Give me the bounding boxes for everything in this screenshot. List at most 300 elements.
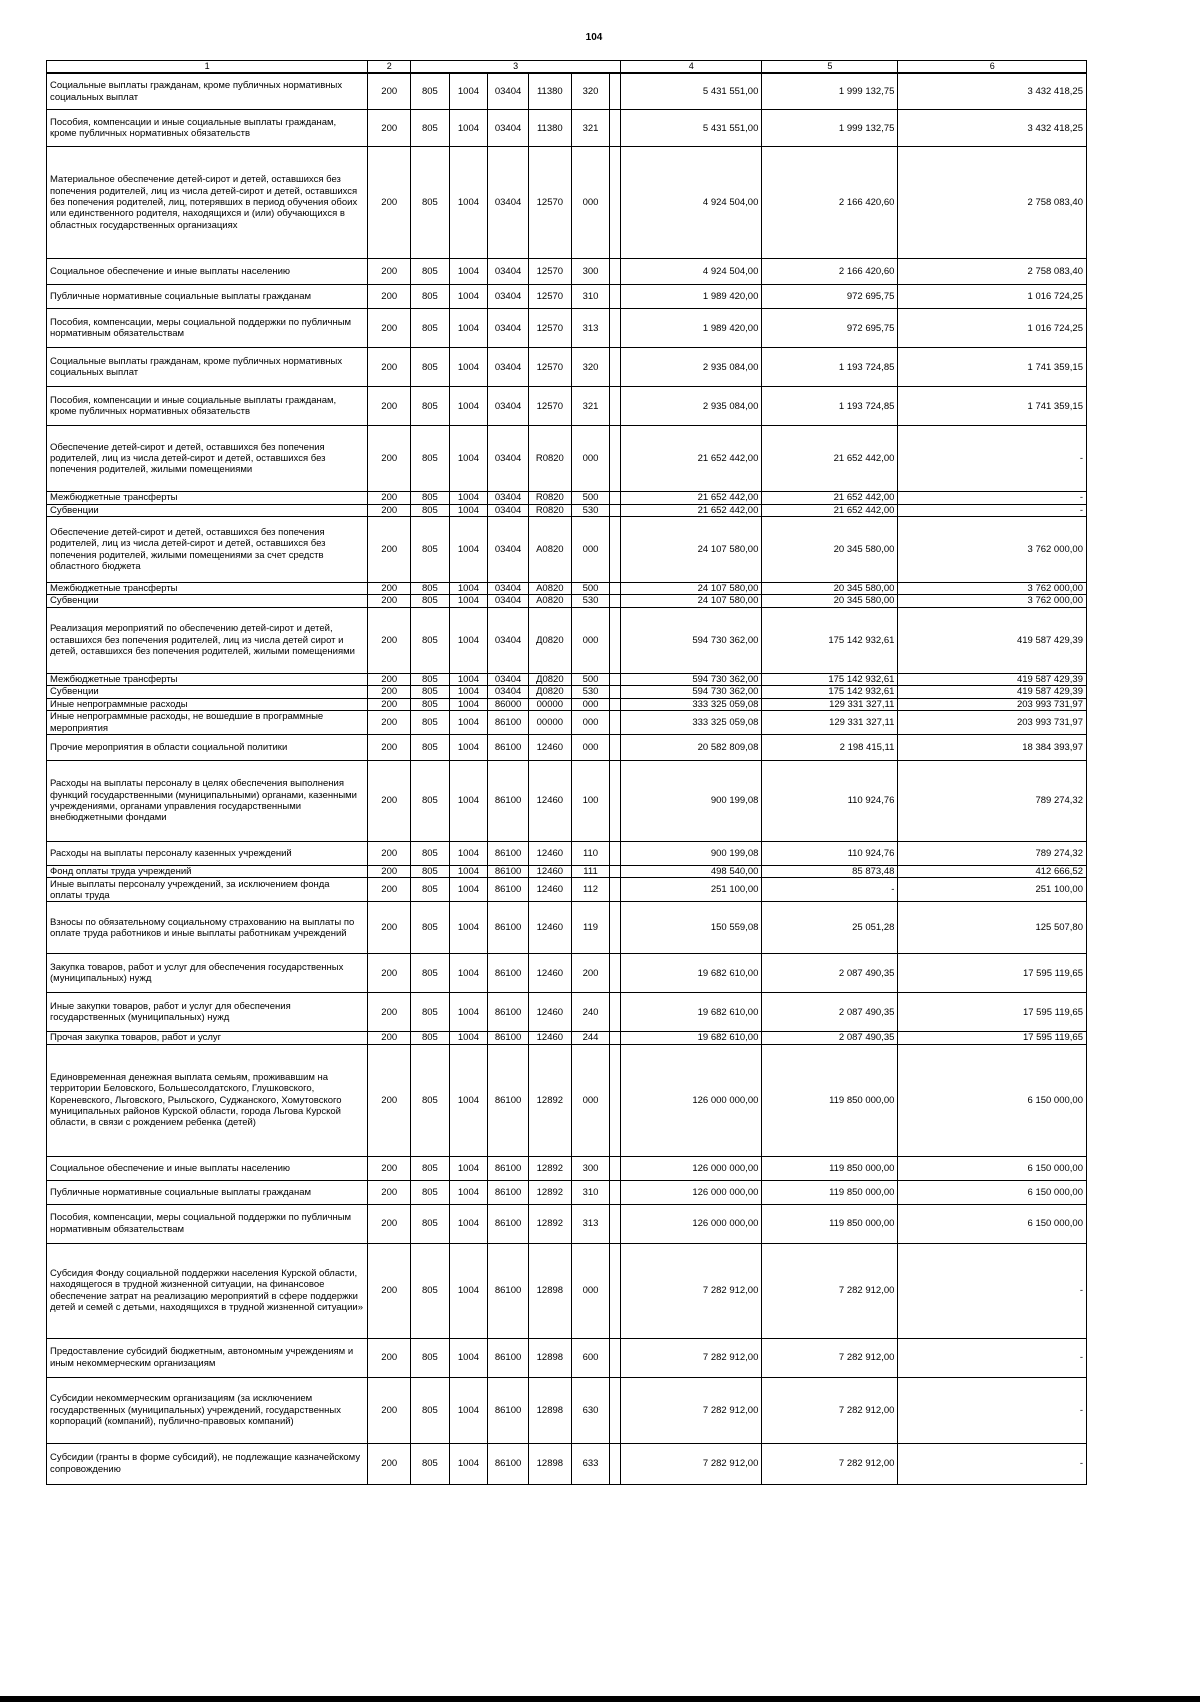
row-code-1: 200: [368, 504, 411, 516]
row-description: Публичные нормативные социальные выплаты гражданам: [47, 1180, 368, 1204]
table-row: [47, 686, 1087, 698]
row-value-4: 7 282 912,00: [621, 1243, 762, 1338]
row-code-1: 200: [368, 878, 411, 902]
row-value-6: 1 741 359,15: [898, 348, 1087, 387]
row-code-4: 86100: [488, 954, 529, 993]
row-code-2: 805: [411, 1377, 450, 1443]
row-value-6: 17 595 119,65: [898, 993, 1087, 1032]
row-code-2: 805: [411, 686, 450, 698]
row-spacer: [610, 761, 621, 842]
row-code-4: 03404: [488, 147, 529, 259]
row-spacer: [610, 147, 621, 259]
row-value-4: 594 730 362,00: [621, 686, 762, 698]
row-code-5: 12460: [528, 878, 571, 902]
row-description: Фонд оплаты труда учреждений: [47, 866, 368, 878]
row-value-5: 175 142 932,61: [762, 607, 898, 673]
row-spacer: [610, 866, 621, 878]
row-code-1: 200: [368, 686, 411, 698]
row-code-5: 12460: [528, 1032, 571, 1044]
row-value-4: 24 107 580,00: [621, 517, 762, 583]
row-value-5: 1 193 724,85: [762, 387, 898, 426]
table-row: [47, 698, 1087, 710]
row-code-1: 200: [368, 711, 411, 735]
row-code-3: 1004: [449, 735, 488, 761]
row-code-6: 321: [571, 110, 610, 147]
table-row: [47, 711, 1087, 735]
row-code-4: 86100: [488, 1180, 529, 1204]
row-code-4: 86100: [488, 735, 529, 761]
row-code-2: 805: [411, 1032, 450, 1044]
table-row: [47, 1044, 1087, 1156]
row-code-4: 86100: [488, 1156, 529, 1180]
table-row: [47, 878, 1087, 902]
row-value-6: 3 432 418,25: [898, 73, 1087, 110]
row-code-4: 86100: [488, 711, 529, 735]
row-code-5: 12460: [528, 993, 571, 1032]
row-value-6: -: [898, 1243, 1087, 1338]
row-code-6: 240: [571, 993, 610, 1032]
row-code-4: 03404: [488, 387, 529, 426]
table-row: [47, 1204, 1087, 1243]
row-value-5: 129 331 327,11: [762, 711, 898, 735]
row-code-2: 805: [411, 387, 450, 426]
row-code-1: 200: [368, 309, 411, 348]
row-code-3: 1004: [449, 1180, 488, 1204]
row-code-1: 200: [368, 698, 411, 710]
row-description: Предоставление субсидий бюджетным, автономным учреждениям и иным некоммерческим организациям: [47, 1338, 368, 1377]
row-description: Пособия, компенсации и иные социальные выплаты гражданам, кроме публичных нормативных обязательств: [47, 110, 368, 147]
row-code-3: 1004: [449, 1204, 488, 1243]
row-spacer: [610, 1204, 621, 1243]
table-row: [47, 517, 1087, 583]
row-code-3: 1004: [449, 711, 488, 735]
row-code-5: 12570: [528, 259, 571, 285]
table-body: [47, 73, 1087, 1485]
row-spacer: [610, 583, 621, 595]
row-code-3: 1004: [449, 1338, 488, 1377]
row-code-2: 805: [411, 761, 450, 842]
row-value-4: 126 000 000,00: [621, 1180, 762, 1204]
row-code-4: 03404: [488, 607, 529, 673]
row-description: Иные закупки товаров, работ и услуг для обеспечения государственных (муниципальных) нужд: [47, 993, 368, 1032]
row-spacer: [610, 735, 621, 761]
scan-edge: [0, 1696, 1200, 1702]
row-value-6: 3 762 000,00: [898, 517, 1087, 583]
row-code-2: 805: [411, 607, 450, 673]
table-row: [47, 1338, 1087, 1377]
row-code-6: 600: [571, 1338, 610, 1377]
row-code-2: 805: [411, 517, 450, 583]
row-code-5: 12570: [528, 309, 571, 348]
row-value-5: 2 087 490,35: [762, 993, 898, 1032]
row-value-4: 1 989 420,00: [621, 285, 762, 309]
table-row: [47, 147, 1087, 259]
row-description: Субвенции: [47, 504, 368, 516]
row-code-1: 200: [368, 842, 411, 866]
row-spacer: [610, 698, 621, 710]
row-code-1: 200: [368, 110, 411, 147]
row-value-5: 2 198 415,11: [762, 735, 898, 761]
row-code-4: 86000: [488, 698, 529, 710]
row-value-6: 2 758 083,40: [898, 259, 1087, 285]
row-value-5: 7 282 912,00: [762, 1338, 898, 1377]
row-code-4: 86100: [488, 878, 529, 902]
table-row: [47, 504, 1087, 516]
row-spacer: [610, 426, 621, 492]
row-code-1: 200: [368, 387, 411, 426]
row-value-4: 126 000 000,00: [621, 1156, 762, 1180]
budget-table: [46, 60, 1087, 1485]
row-code-1: 200: [368, 761, 411, 842]
row-code-3: 1004: [449, 1032, 488, 1044]
row-spacer: [610, 1243, 621, 1338]
row-code-3: 1004: [449, 673, 488, 685]
row-code-5: 11380: [528, 73, 571, 110]
row-code-5: 12460: [528, 842, 571, 866]
row-value-6: 789 274,32: [898, 842, 1087, 866]
row-code-3: 1004: [449, 1044, 488, 1156]
row-code-2: 805: [411, 1044, 450, 1156]
row-value-4: 498 540,00: [621, 866, 762, 878]
row-value-5: 1 193 724,85: [762, 348, 898, 387]
row-value-4: 126 000 000,00: [621, 1204, 762, 1243]
row-code-6: 310: [571, 285, 610, 309]
row-code-6: 530: [571, 504, 610, 516]
row-code-2: 805: [411, 735, 450, 761]
row-value-6: 1 741 359,15: [898, 387, 1087, 426]
row-code-3: 1004: [449, 387, 488, 426]
row-code-2: 805: [411, 1156, 450, 1180]
row-description: Иные непрограммные расходы, не вошедшие в программные мероприятия: [47, 711, 368, 735]
row-code-3: 1004: [449, 517, 488, 583]
table-row: [47, 387, 1087, 426]
row-description: Субвенции: [47, 686, 368, 698]
row-spacer: [610, 285, 621, 309]
row-code-3: 1004: [449, 110, 488, 147]
row-code-4: 86100: [488, 902, 529, 954]
row-code-1: 200: [368, 1156, 411, 1180]
row-description: Публичные нормативные социальные выплаты гражданам: [47, 285, 368, 309]
row-code-5: Д0820: [528, 686, 571, 698]
row-code-1: 200: [368, 285, 411, 309]
row-code-6: 200: [571, 954, 610, 993]
row-value-6: -: [898, 1443, 1087, 1484]
row-value-4: 126 000 000,00: [621, 1044, 762, 1156]
header-col-3: 3: [411, 61, 621, 73]
row-code-2: 805: [411, 1443, 450, 1484]
row-value-4: 21 652 442,00: [621, 492, 762, 504]
row-value-4: 21 652 442,00: [621, 426, 762, 492]
row-code-2: 805: [411, 348, 450, 387]
row-code-6: 320: [571, 73, 610, 110]
row-code-5: 12570: [528, 147, 571, 259]
row-value-5: 110 924,76: [762, 761, 898, 842]
row-description: Обеспечение детей-сирот и детей, оставшихся без попечения родителей, лиц из числа детей-сирот и детей, оставшихся без попечения родителей, жилыми помещениями: [47, 426, 368, 492]
row-value-4: 7 282 912,00: [621, 1443, 762, 1484]
row-code-6: 321: [571, 387, 610, 426]
table-row: [47, 842, 1087, 866]
row-value-5: 175 142 932,61: [762, 673, 898, 685]
row-code-2: 805: [411, 954, 450, 993]
row-code-2: 805: [411, 711, 450, 735]
row-code-5: R0820: [528, 504, 571, 516]
row-value-5: 972 695,75: [762, 309, 898, 348]
row-value-4: 2 935 084,00: [621, 348, 762, 387]
row-spacer: [610, 1032, 621, 1044]
row-code-4: 03404: [488, 285, 529, 309]
row-description: Субсидия Фонду социальной поддержки населения Курской области, находящегося в трудной жизненной ситуации, на финансовое обеспечение затрат на реализацию мероприятий в сфере поддержки детей и семей с детьми, находящихся в трудной жизненной ситуации»: [47, 1243, 368, 1338]
row-value-5: 119 850 000,00: [762, 1156, 898, 1180]
table-row: [47, 607, 1087, 673]
row-code-5: 12898: [528, 1243, 571, 1338]
row-code-3: 1004: [449, 348, 488, 387]
row-description: Социальные выплаты гражданам, кроме публичных нормативных социальных выплат: [47, 348, 368, 387]
row-value-6: 18 384 393,97: [898, 735, 1087, 761]
row-value-5: 119 850 000,00: [762, 1180, 898, 1204]
row-value-4: 2 935 084,00: [621, 387, 762, 426]
row-code-4: 03404: [488, 348, 529, 387]
row-spacer: [610, 1377, 621, 1443]
row-value-6: 412 666,52: [898, 866, 1087, 878]
row-code-1: 200: [368, 517, 411, 583]
row-code-5: 12898: [528, 1377, 571, 1443]
row-value-6: 419 587 429,39: [898, 673, 1087, 685]
row-code-2: 805: [411, 1180, 450, 1204]
row-code-2: 805: [411, 866, 450, 878]
row-value-6: 1 016 724,25: [898, 285, 1087, 309]
row-code-5: А0820: [528, 517, 571, 583]
table-row: [47, 1243, 1087, 1338]
table-row: [47, 866, 1087, 878]
table-row: [47, 673, 1087, 685]
row-code-2: 805: [411, 504, 450, 516]
row-code-3: 1004: [449, 504, 488, 516]
row-code-2: 805: [411, 147, 450, 259]
row-code-5: 12892: [528, 1180, 571, 1204]
row-code-3: 1004: [449, 595, 488, 607]
row-spacer: [610, 954, 621, 993]
row-code-1: 200: [368, 147, 411, 259]
row-code-1: 200: [368, 954, 411, 993]
row-value-4: 24 107 580,00: [621, 595, 762, 607]
row-value-6: 3 432 418,25: [898, 110, 1087, 147]
header-col-2: 2: [368, 61, 411, 73]
row-code-2: 805: [411, 842, 450, 866]
row-code-4: 03404: [488, 686, 529, 698]
row-value-5: 1 999 132,75: [762, 73, 898, 110]
row-code-2: 805: [411, 110, 450, 147]
row-code-3: 1004: [449, 878, 488, 902]
row-description: Социальное обеспечение и иные выплаты населению: [47, 259, 368, 285]
row-value-4: 900 199,08: [621, 842, 762, 866]
row-code-1: 200: [368, 1204, 411, 1243]
row-value-6: 419 587 429,39: [898, 686, 1087, 698]
row-code-2: 805: [411, 583, 450, 595]
row-code-6: 112: [571, 878, 610, 902]
row-value-6: 125 507,80: [898, 902, 1087, 954]
row-code-3: 1004: [449, 1243, 488, 1338]
header-col-1: 1: [47, 61, 368, 73]
row-value-6: 251 100,00: [898, 878, 1087, 902]
row-description: Единовременная денежная выплата семьям, проживавшим на территории Беловского, Большесолдатского, Глушковского, Кореневского, Льговского, Рыльского, Суджанского, Хомутовского муниципальных районов Курской области, города Льгова Курской области, в связи с рождением ребенка (детей): [47, 1044, 368, 1156]
row-description: Реализация мероприятий по обеспечению детей-сирот и детей, оставшихся без попечения родителей, лиц из числа детей сирот и детей, оставшихся без попечения родителей, жилыми помещениями: [47, 607, 368, 673]
row-code-4: 03404: [488, 595, 529, 607]
row-code-2: 805: [411, 426, 450, 492]
row-value-4: 7 282 912,00: [621, 1338, 762, 1377]
row-spacer: [610, 259, 621, 285]
row-code-3: 1004: [449, 1377, 488, 1443]
row-value-5: 175 142 932,61: [762, 686, 898, 698]
row-code-6: 000: [571, 735, 610, 761]
row-code-1: 200: [368, 583, 411, 595]
row-code-4: 86100: [488, 1338, 529, 1377]
row-code-4: 03404: [488, 673, 529, 685]
row-value-5: 25 051,28: [762, 902, 898, 954]
row-code-5: Д0820: [528, 673, 571, 685]
row-code-6: 000: [571, 607, 610, 673]
row-code-2: 805: [411, 993, 450, 1032]
row-value-4: 19 682 610,00: [621, 993, 762, 1032]
row-code-6: 244: [571, 1032, 610, 1044]
row-value-4: 150 559,08: [621, 902, 762, 954]
row-description: Социальные выплаты гражданам, кроме публичных нормативных социальных выплат: [47, 73, 368, 110]
row-value-5: 119 850 000,00: [762, 1204, 898, 1243]
table-row: [47, 348, 1087, 387]
row-code-1: 200: [368, 607, 411, 673]
row-code-3: 1004: [449, 309, 488, 348]
row-spacer: [610, 878, 621, 902]
row-spacer: [610, 1044, 621, 1156]
row-value-5: 119 850 000,00: [762, 1044, 898, 1156]
row-value-6: -: [898, 504, 1087, 516]
row-description: Субвенции: [47, 595, 368, 607]
row-value-5: 21 652 442,00: [762, 504, 898, 516]
table-row: [47, 761, 1087, 842]
row-code-2: 805: [411, 595, 450, 607]
row-code-2: 805: [411, 902, 450, 954]
row-code-1: 200: [368, 866, 411, 878]
row-value-6: 6 150 000,00: [898, 1156, 1087, 1180]
row-code-3: 1004: [449, 73, 488, 110]
row-code-1: 200: [368, 492, 411, 504]
row-code-3: 1004: [449, 686, 488, 698]
row-code-4: 03404: [488, 110, 529, 147]
row-value-4: 20 582 809,08: [621, 735, 762, 761]
row-description: Субсидии (гранты в форме субсидий), не подлежащие казначейскому сопровождению: [47, 1443, 368, 1484]
row-code-5: 12460: [528, 866, 571, 878]
row-value-5: 85 873,48: [762, 866, 898, 878]
table-row: [47, 492, 1087, 504]
table-row: [47, 426, 1087, 492]
row-code-6: 000: [571, 147, 610, 259]
table-row: [47, 735, 1087, 761]
row-code-3: 1004: [449, 902, 488, 954]
row-spacer: [610, 110, 621, 147]
row-spacer: [610, 387, 621, 426]
row-code-5: А0820: [528, 595, 571, 607]
row-code-5: 11380: [528, 110, 571, 147]
row-value-6: 1 016 724,25: [898, 309, 1087, 348]
row-code-5: 00000: [528, 711, 571, 735]
row-value-5: 20 345 580,00: [762, 595, 898, 607]
row-code-1: 200: [368, 1338, 411, 1377]
header-col-4: 4: [621, 61, 762, 73]
row-spacer: [610, 1180, 621, 1204]
row-code-1: 200: [368, 993, 411, 1032]
row-code-2: 805: [411, 1204, 450, 1243]
table-row: [47, 902, 1087, 954]
row-code-6: 313: [571, 309, 610, 348]
row-code-3: 1004: [449, 954, 488, 993]
row-value-4: 1 989 420,00: [621, 309, 762, 348]
row-spacer: [610, 673, 621, 685]
row-description: Иные выплаты персоналу учреждений, за исключением фонда оплаты труда: [47, 878, 368, 902]
row-code-4: 86100: [488, 1032, 529, 1044]
row-value-6: 2 758 083,40: [898, 147, 1087, 259]
row-code-5: R0820: [528, 426, 571, 492]
row-code-1: 200: [368, 426, 411, 492]
row-code-2: 805: [411, 673, 450, 685]
row-value-4: 594 730 362,00: [621, 607, 762, 673]
row-code-6: 300: [571, 1156, 610, 1180]
row-code-6: 500: [571, 583, 610, 595]
row-code-4: 86100: [488, 1443, 529, 1484]
row-spacer: [610, 993, 621, 1032]
row-code-5: Д0820: [528, 607, 571, 673]
row-spacer: [610, 348, 621, 387]
row-value-5: 110 924,76: [762, 842, 898, 866]
row-code-4: 03404: [488, 504, 529, 516]
row-code-1: 200: [368, 1243, 411, 1338]
row-code-5: 12460: [528, 902, 571, 954]
table-row: [47, 1377, 1087, 1443]
row-code-6: 300: [571, 259, 610, 285]
row-value-6: -: [898, 1377, 1087, 1443]
header-col-6: 6: [898, 61, 1087, 73]
row-description: Прочая закупка товаров, работ и услуг: [47, 1032, 368, 1044]
row-value-5: 2 166 420,60: [762, 259, 898, 285]
row-code-5: 12570: [528, 387, 571, 426]
row-code-4: 86100: [488, 993, 529, 1032]
row-spacer: [610, 1338, 621, 1377]
table-row: [47, 595, 1087, 607]
row-spacer: [610, 73, 621, 110]
table-row: [47, 309, 1087, 348]
row-spacer: [610, 842, 621, 866]
row-code-2: 805: [411, 259, 450, 285]
row-code-5: 12460: [528, 954, 571, 993]
row-code-6: 100: [571, 761, 610, 842]
row-code-3: 1004: [449, 698, 488, 710]
row-value-5: 2 087 490,35: [762, 1032, 898, 1044]
row-value-6: 419 587 429,39: [898, 607, 1087, 673]
row-code-5: 00000: [528, 698, 571, 710]
table-row: [47, 73, 1087, 110]
row-code-5: 12570: [528, 348, 571, 387]
row-value-4: 7 282 912,00: [621, 1377, 762, 1443]
row-spacer: [610, 711, 621, 735]
row-code-4: 03404: [488, 492, 529, 504]
row-code-1: 200: [368, 348, 411, 387]
row-code-4: 86100: [488, 761, 529, 842]
row-code-4: 86100: [488, 1204, 529, 1243]
row-code-5: 12892: [528, 1204, 571, 1243]
row-code-4: 03404: [488, 309, 529, 348]
row-code-6: 000: [571, 711, 610, 735]
row-value-6: 3 762 000,00: [898, 595, 1087, 607]
row-code-1: 200: [368, 1443, 411, 1484]
row-code-2: 805: [411, 285, 450, 309]
